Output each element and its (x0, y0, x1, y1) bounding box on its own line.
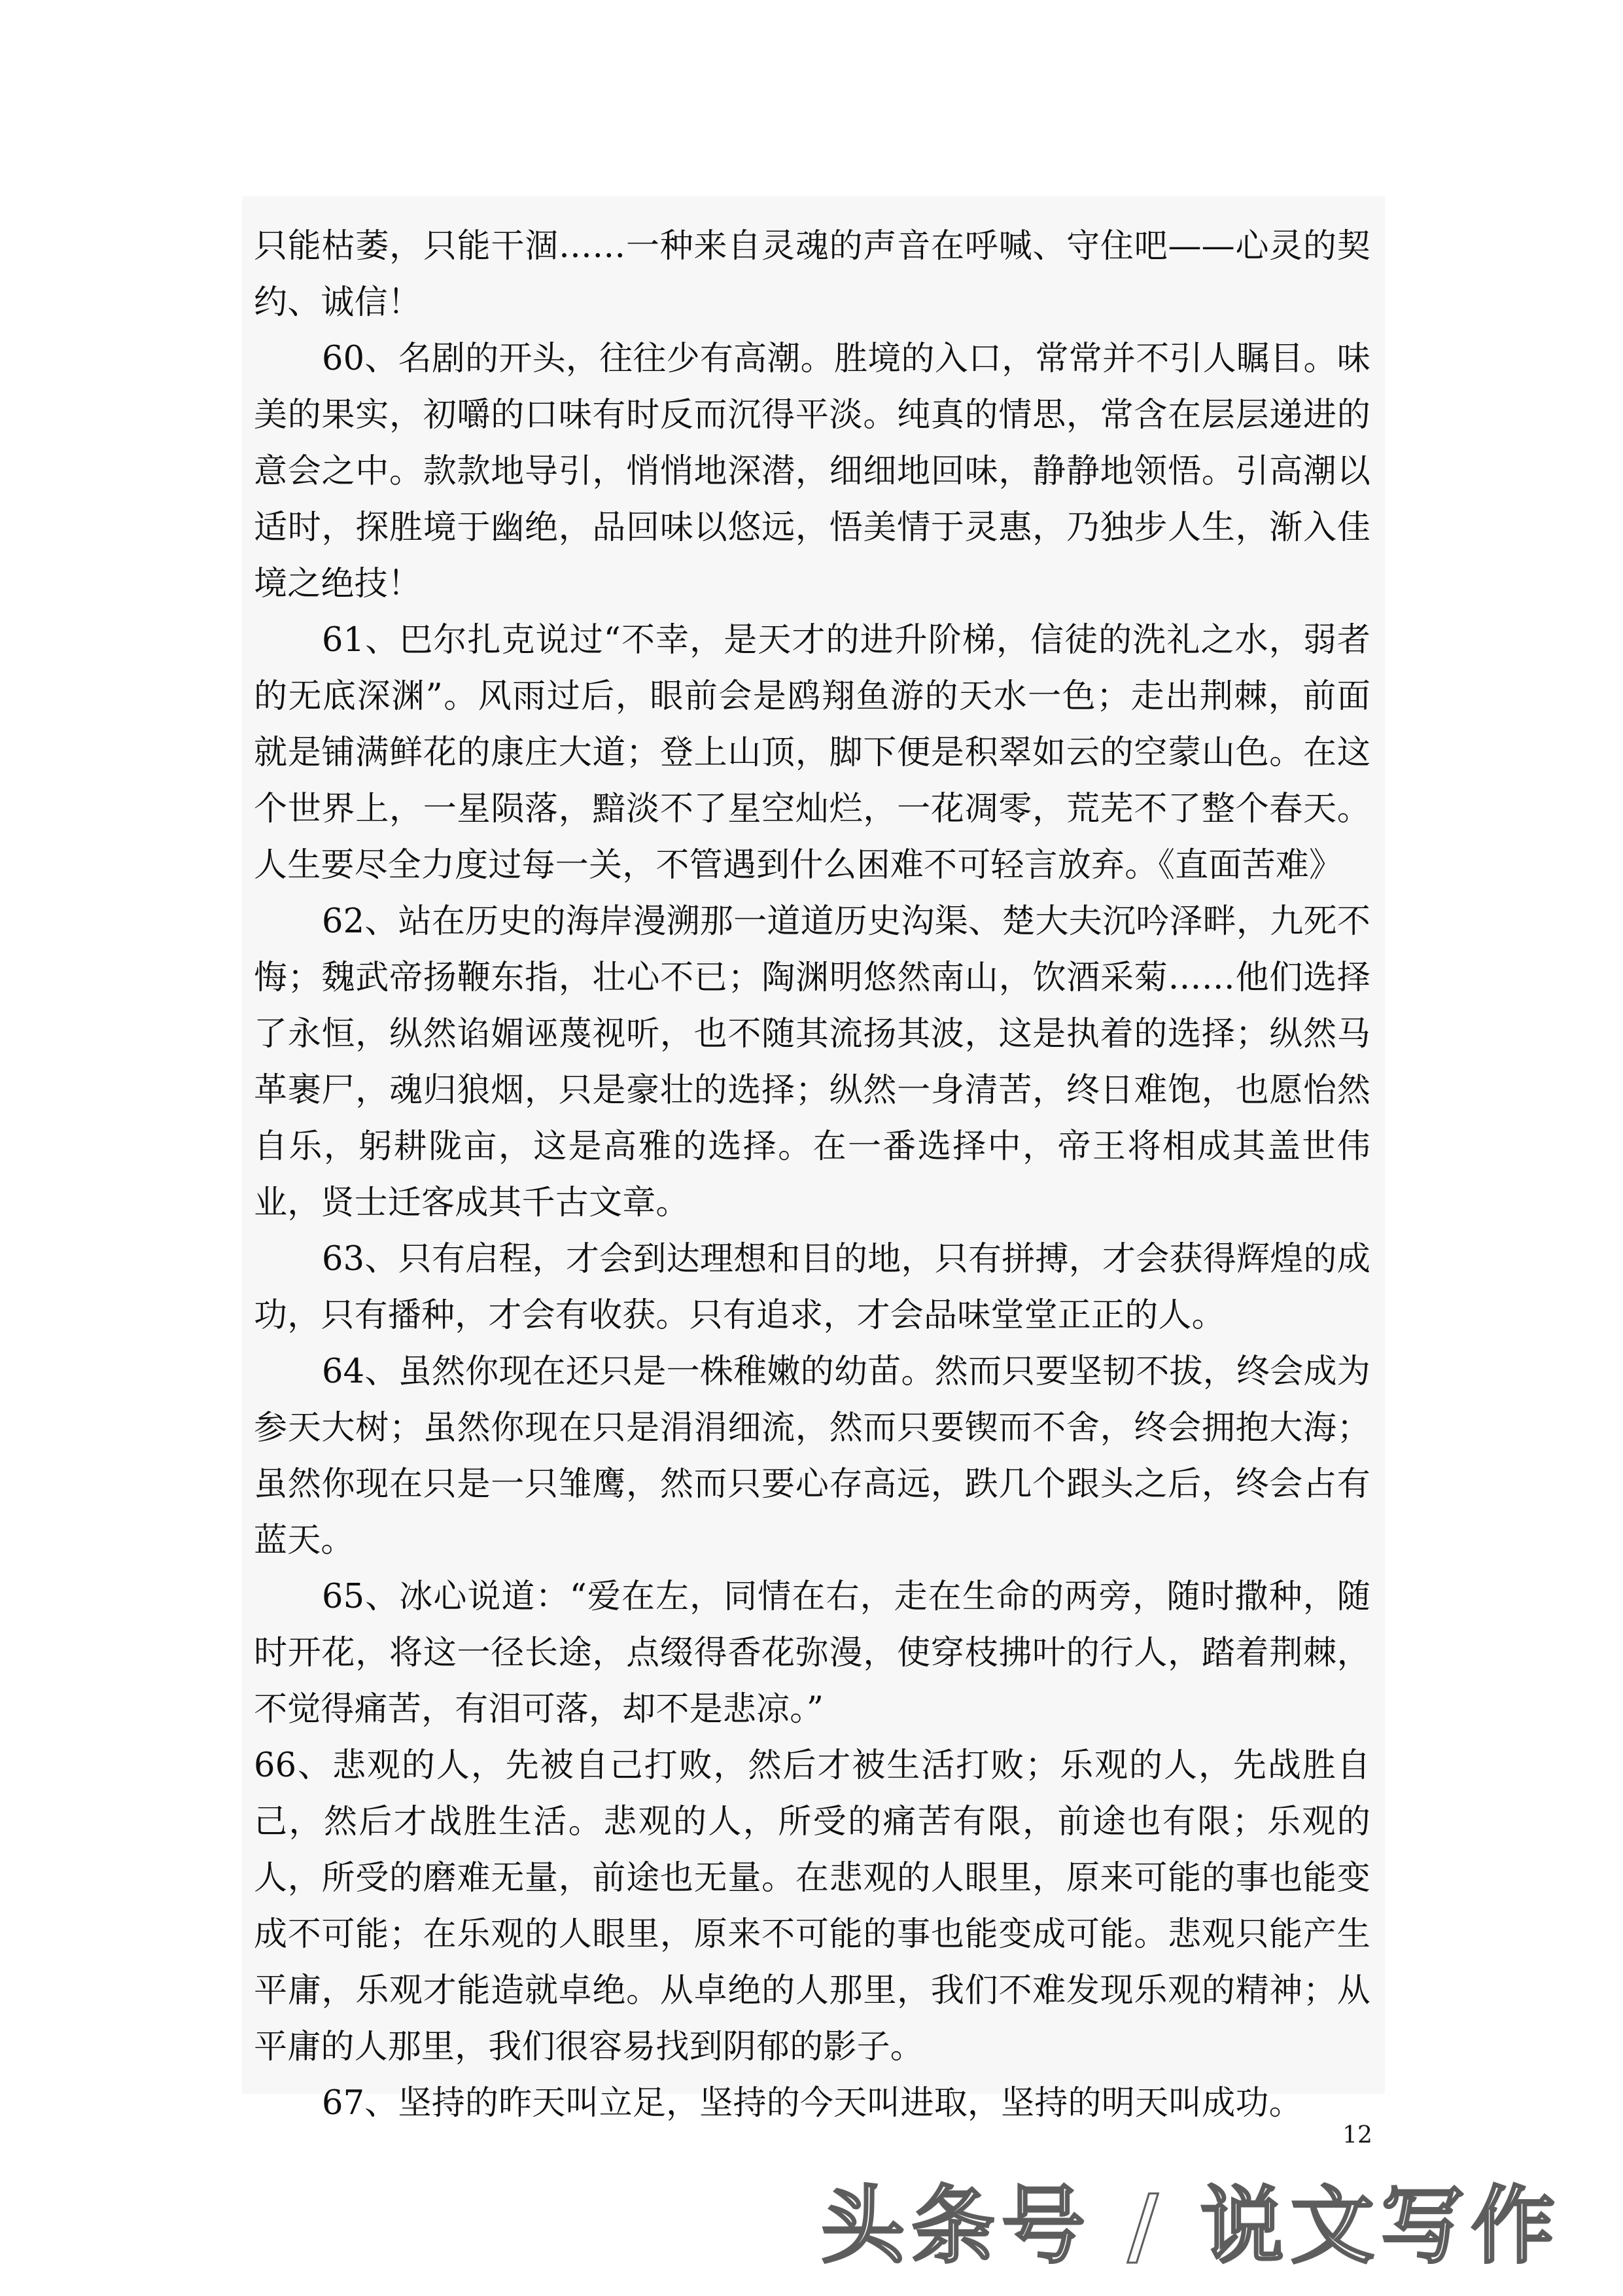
page-number: 12 (1342, 2122, 1372, 2149)
paragraph-61: 61、巴尔扎克说过“不幸，是天才的进升阶梯，信徒的洗礼之水，弱者的无底深渊”。风雨过后，眼前会是鸥翔鱼游的天水一色；走出荆棘，前面就是铺满鲜花的康庄大道；登上山顶，脚下便是积翠如云的空蒙山色。在这个世界上，一星陨落，黯淡不了星空灿烂，一花凋零，荒芜不了整个春天。人生要尽全力度过每一关，不管遇到什么困难不可轻言放弃。《直面苦难》 (254, 621, 1370, 885)
paragraph-62: 62、站在历史的海岸漫溯那一道道历史沟渠、楚大夫沉吟泽畔，九死不悔；魏武帝扬鞭东指，壮心不已；陶渊明悠然南山，饮酒采菊……他们选择了永恒，纵然谄媚诬蔑视听，也不随其流扬其波，这是执着的选择；纵然马革裹尸，魂归狼烟，只是豪壮的选择；纵然一身清苦，终日难饱，也愿怡然自乐，躬耕陇亩，这是高雅的选择。在一番选择中，帝王将相成其盖世伟业，贤士迁客成其千古文章。 (254, 902, 1370, 1222)
paragraph-66: 66、悲观的人，先被自己打败，然后才被生活打败；乐观的人，先战胜自己，然后才战胜生活。悲观的人，所受的痛苦有限，前途也有限；乐观的人，所受的磨难无量，前途也无量。在悲观的人眼里，原来可能的事也能变成不可能；在乐观的人眼里，原来不可能的事也能变成可能。悲观只能产生平庸，乐观才能造就卓绝。从卓绝的人那里，我们不难发现乐观的精神；从平庸的人那里，我们很容易找到阴郁的影子。 (254, 1746, 1370, 2066)
scanned-text-block (242, 196, 1385, 2123)
paragraph-65: 65、冰心说道：“爱在左，同情在右，走在生命的两旁，随时撒种，随时开花，将这一径长途，点缀得香花弥漫，使穿枝拂叶的行人，踏着荆棘，不觉得痛苦，有泪可落，却不是悲凉。” (254, 1578, 1370, 1729)
paragraph-60: 60、名剧的开头，往往少有高潮。胜境的入口，常常并不引人瞩目。味美的果实，初嚼的口味有时反而沉得平淡。纯真的情思，常含在层层递进的意会之中。款款地导引，悄悄地深潜，细细地回味，静静地领悟。引高潮以适时，探胜境于幽绝，品回味以悠远，悟美情于灵惠，乃独步人生，渐入佳境之绝技！ (254, 340, 1370, 603)
text-column (242, 196, 1385, 2132)
watermark (821, 2171, 1613, 2282)
paragraph-67: 67、坚持的昨天叫立足，坚持的今天叫进取，坚持的明天叫成功。 (322, 2084, 1302, 2123)
watermark-text: 头条号 / 说文写作 (821, 2178, 1562, 2275)
paragraph-63: 63、只有启程，才会到达理想和目的地，只有拼搏，才会获得辉煌的成功，只有播种，才会有收获。只有追求，才会品味堂堂正正的人。 (254, 1240, 1370, 1335)
paragraph-64: 64、虽然你现在还只是一株稚嫩的幼苗。然而只要坚韧不拔，终会成为参天大树；虽然你现在只是涓涓细流，然而只要锲而不舍，终会拥抱大海；虽然你现在只是一只雏鹰，然而只要心存高远，跌几个跟头之后，终会占有蓝天。 (254, 1352, 1370, 1560)
paragraph-continuation: 只能枯萎，只能干涸……一种来自灵魂的声音在呼喊、守住吧——心灵的契约、诚信！ (254, 227, 1370, 322)
